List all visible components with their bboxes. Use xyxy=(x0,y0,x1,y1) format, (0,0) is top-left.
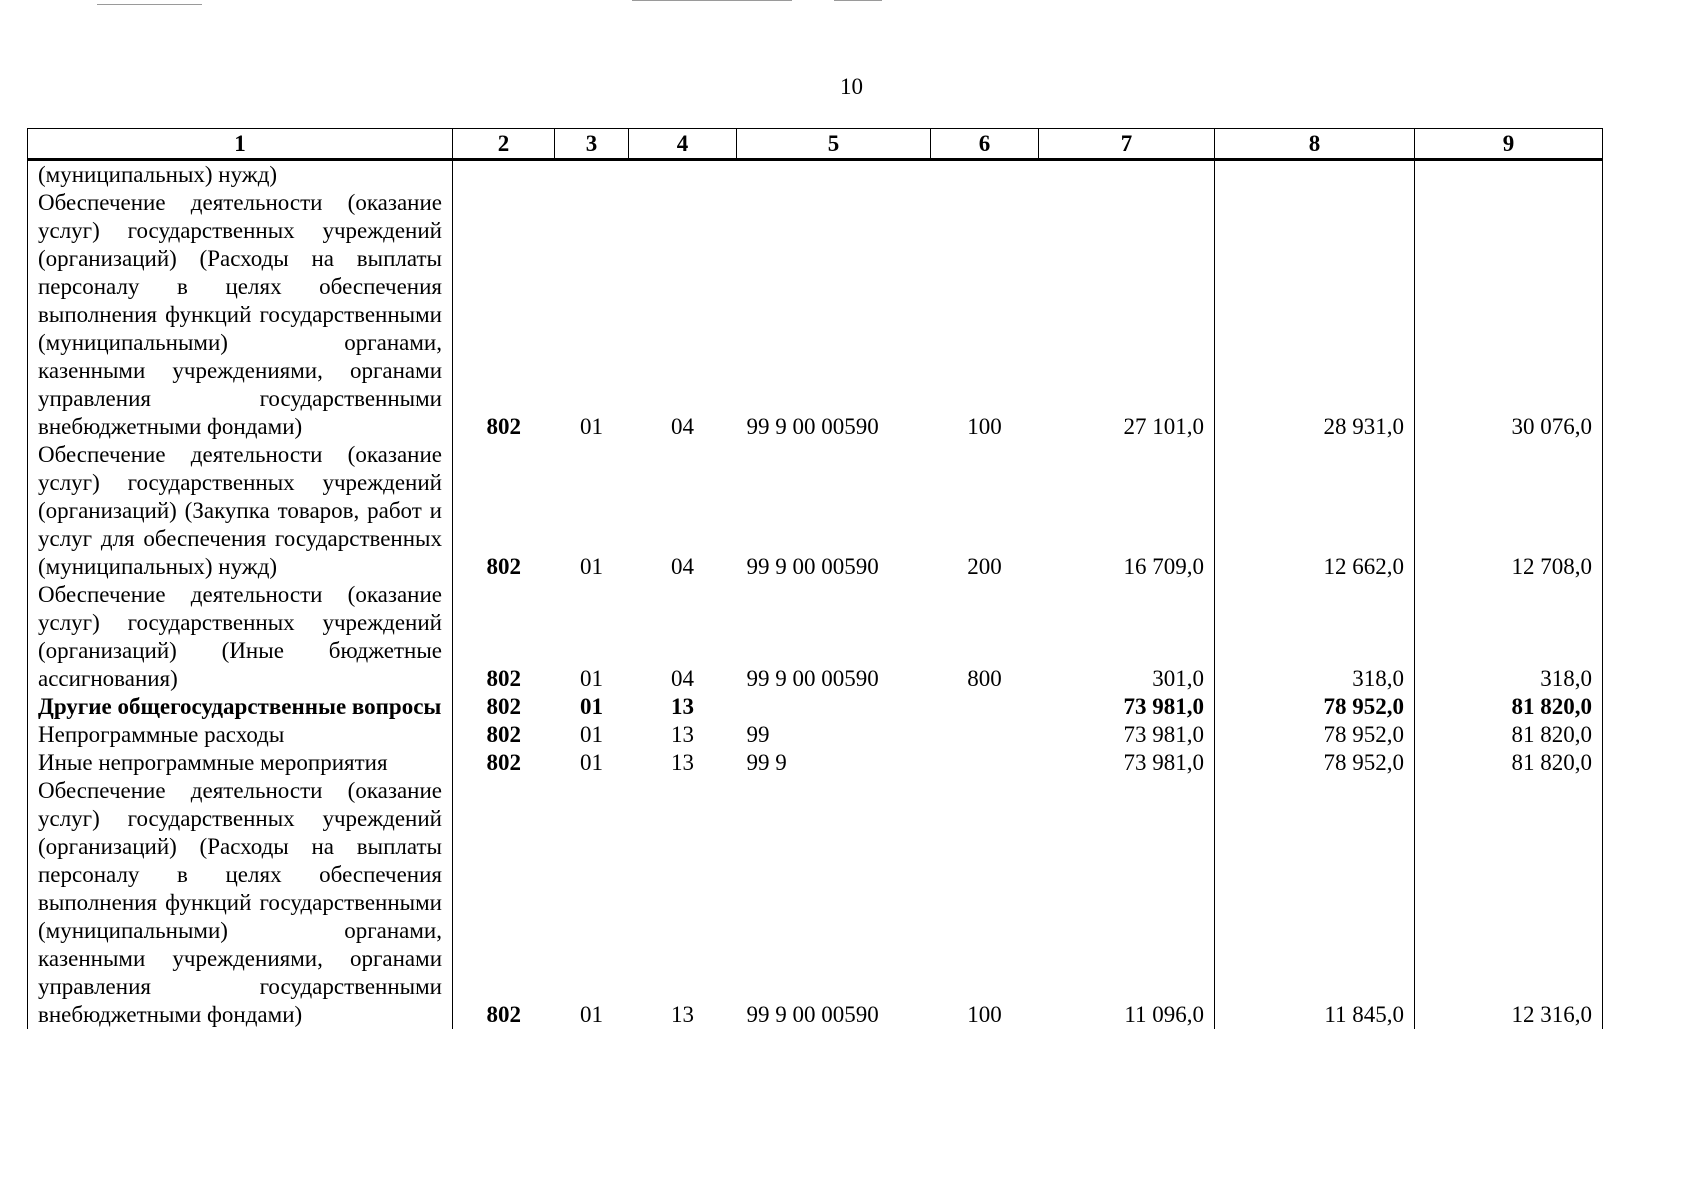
scan-artifact-line xyxy=(632,0,792,1)
expense-name: (муниципальных) нужд) xyxy=(28,160,453,190)
ministry-code: 802 xyxy=(486,1002,521,1027)
ministry-code: 802 xyxy=(486,750,521,775)
amount-year-1: 301,0 xyxy=(1039,581,1215,693)
ministry-code: 802 xyxy=(486,414,521,439)
amount-year-3: 81 820,0 xyxy=(1415,693,1603,721)
expense-type-code xyxy=(931,721,1039,749)
section-code: 01 xyxy=(580,1002,603,1027)
column-header: 4 xyxy=(629,129,737,160)
amount-year-2: 11 845,0 xyxy=(1215,777,1415,1029)
target-article-code: 99 9 00 00590 xyxy=(746,414,879,439)
column-header: 2 xyxy=(453,129,555,160)
amount-year-1: 73 981,0 xyxy=(1039,693,1215,721)
subsection-code: 04 xyxy=(671,414,694,439)
amount-year-1: 27 101,0 xyxy=(1039,189,1215,441)
section-code: 01 xyxy=(580,414,603,439)
subsection-code: 13 xyxy=(671,750,694,775)
amount-year-3: 81 820,0 xyxy=(1415,749,1603,777)
expense-type-code xyxy=(931,160,1039,190)
section-code xyxy=(555,160,629,190)
amount-year-2: 12 662,0 xyxy=(1215,441,1415,581)
subsection-code: 13 xyxy=(671,1002,694,1027)
subsection-code xyxy=(629,160,737,190)
expense-name: Другие общегосударственные вопросы xyxy=(28,693,453,721)
expense-type-code: 100 xyxy=(967,414,1002,439)
section-code: 01 xyxy=(580,694,603,719)
table-row xyxy=(28,441,1603,581)
budget-table xyxy=(27,128,1603,1029)
expense-type-code xyxy=(931,749,1039,777)
target-article-code: 99 9 00 00590 xyxy=(746,666,879,691)
target-article-code xyxy=(737,160,931,190)
subsection-code: 13 xyxy=(671,694,694,719)
amount-year-3: 318,0 xyxy=(1415,581,1603,693)
table-header-row xyxy=(28,129,1603,160)
amount-year-3: 12 316,0 xyxy=(1415,777,1603,1029)
table-row-section-total xyxy=(28,693,1603,721)
expense-type-code: 100 xyxy=(967,1002,1002,1027)
amount-year-2: 78 952,0 xyxy=(1215,693,1415,721)
ministry-code: 802 xyxy=(486,694,521,719)
column-header: 7 xyxy=(1039,129,1215,160)
amount-year-3: 30 076,0 xyxy=(1415,189,1603,441)
table-row xyxy=(28,721,1603,749)
ministry-code: 802 xyxy=(486,666,521,691)
expense-type-code: 200 xyxy=(967,554,1002,579)
column-header: 6 xyxy=(931,129,1039,160)
column-header: 8 xyxy=(1215,129,1415,160)
section-code: 01 xyxy=(580,722,603,747)
amount-year-2: 78 952,0 xyxy=(1215,721,1415,749)
column-header: 3 xyxy=(555,129,629,160)
scan-artifact-line xyxy=(834,0,882,1)
column-header: 1 xyxy=(28,129,453,160)
amount-year-1 xyxy=(1039,160,1215,190)
ministry-code: 802 xyxy=(486,722,521,747)
expense-name: Обеспечение деятельности (оказание услуг) государственных учреждений (организаций) (Расходы на выплаты персоналу в целях обеспечения выполнения функций государственными (муниципальными) органами, казенными учреждениями, органами управления государственными внебюджетными фондами) xyxy=(28,777,453,1029)
expense-type-code xyxy=(931,693,1039,721)
section-code: 01 xyxy=(580,554,603,579)
expense-name: Обеспечение деятельности (оказание услуг) государственных учреждений (организаций) (Иные бюджетные ассигнования) xyxy=(28,581,453,693)
column-header: 9 xyxy=(1415,129,1603,160)
subsection-code: 04 xyxy=(671,666,694,691)
expense-name: Обеспечение деятельности (оказание услуг) государственных учреждений (организаций) (Закупка товаров, работ и услуг для обеспечения государственных (муниципальных) нужд) xyxy=(28,441,453,581)
amount-year-3: 81 820,0 xyxy=(1415,721,1603,749)
table-row xyxy=(28,581,1603,693)
amount-year-1: 73 981,0 xyxy=(1039,749,1215,777)
amount-year-2: 28 931,0 xyxy=(1215,189,1415,441)
amount-year-1: 11 096,0 xyxy=(1039,777,1215,1029)
table-row xyxy=(28,777,1603,1029)
subsection-code: 04 xyxy=(671,554,694,579)
amount-year-1: 16 709,0 xyxy=(1039,441,1215,581)
table-row xyxy=(28,189,1603,441)
amount-year-2 xyxy=(1215,160,1415,190)
scan-artifact-line xyxy=(97,4,202,5)
amount-year-1: 73 981,0 xyxy=(1039,721,1215,749)
amount-year-3: 12 708,0 xyxy=(1415,441,1603,581)
expense-name: Обеспечение деятельности (оказание услуг) государственных учреждений (организаций) (Расходы на выплаты персоналу в целях обеспечения выполнения функций государственными (муниципальными) органами, казенными учреждениями, органами управления государственными внебюджетными фондами) xyxy=(28,189,453,441)
table-row xyxy=(28,160,1603,190)
ministry-code: 802 xyxy=(486,554,521,579)
target-article-code: 99 9 00 00590 xyxy=(746,1002,879,1027)
page-number: 10 xyxy=(840,74,863,99)
subsection-code: 13 xyxy=(671,722,694,747)
expense-type-code: 800 xyxy=(967,666,1002,691)
column-header: 5 xyxy=(737,129,931,160)
target-article-code xyxy=(737,693,931,721)
target-article-code: 99 9 xyxy=(746,750,787,775)
amount-year-2: 78 952,0 xyxy=(1215,749,1415,777)
target-article-code: 99 xyxy=(746,722,770,747)
section-code: 01 xyxy=(580,750,603,775)
table-row xyxy=(28,749,1603,777)
amount-year-3 xyxy=(1415,160,1603,190)
expense-name: Иные непрограммные мероприятия xyxy=(28,749,453,777)
expense-name: Непрограммные расходы xyxy=(28,721,453,749)
target-article-code: 99 9 00 00590 xyxy=(746,554,879,579)
amount-year-2: 318,0 xyxy=(1215,581,1415,693)
section-code: 01 xyxy=(580,666,603,691)
ministry-code xyxy=(453,160,555,190)
